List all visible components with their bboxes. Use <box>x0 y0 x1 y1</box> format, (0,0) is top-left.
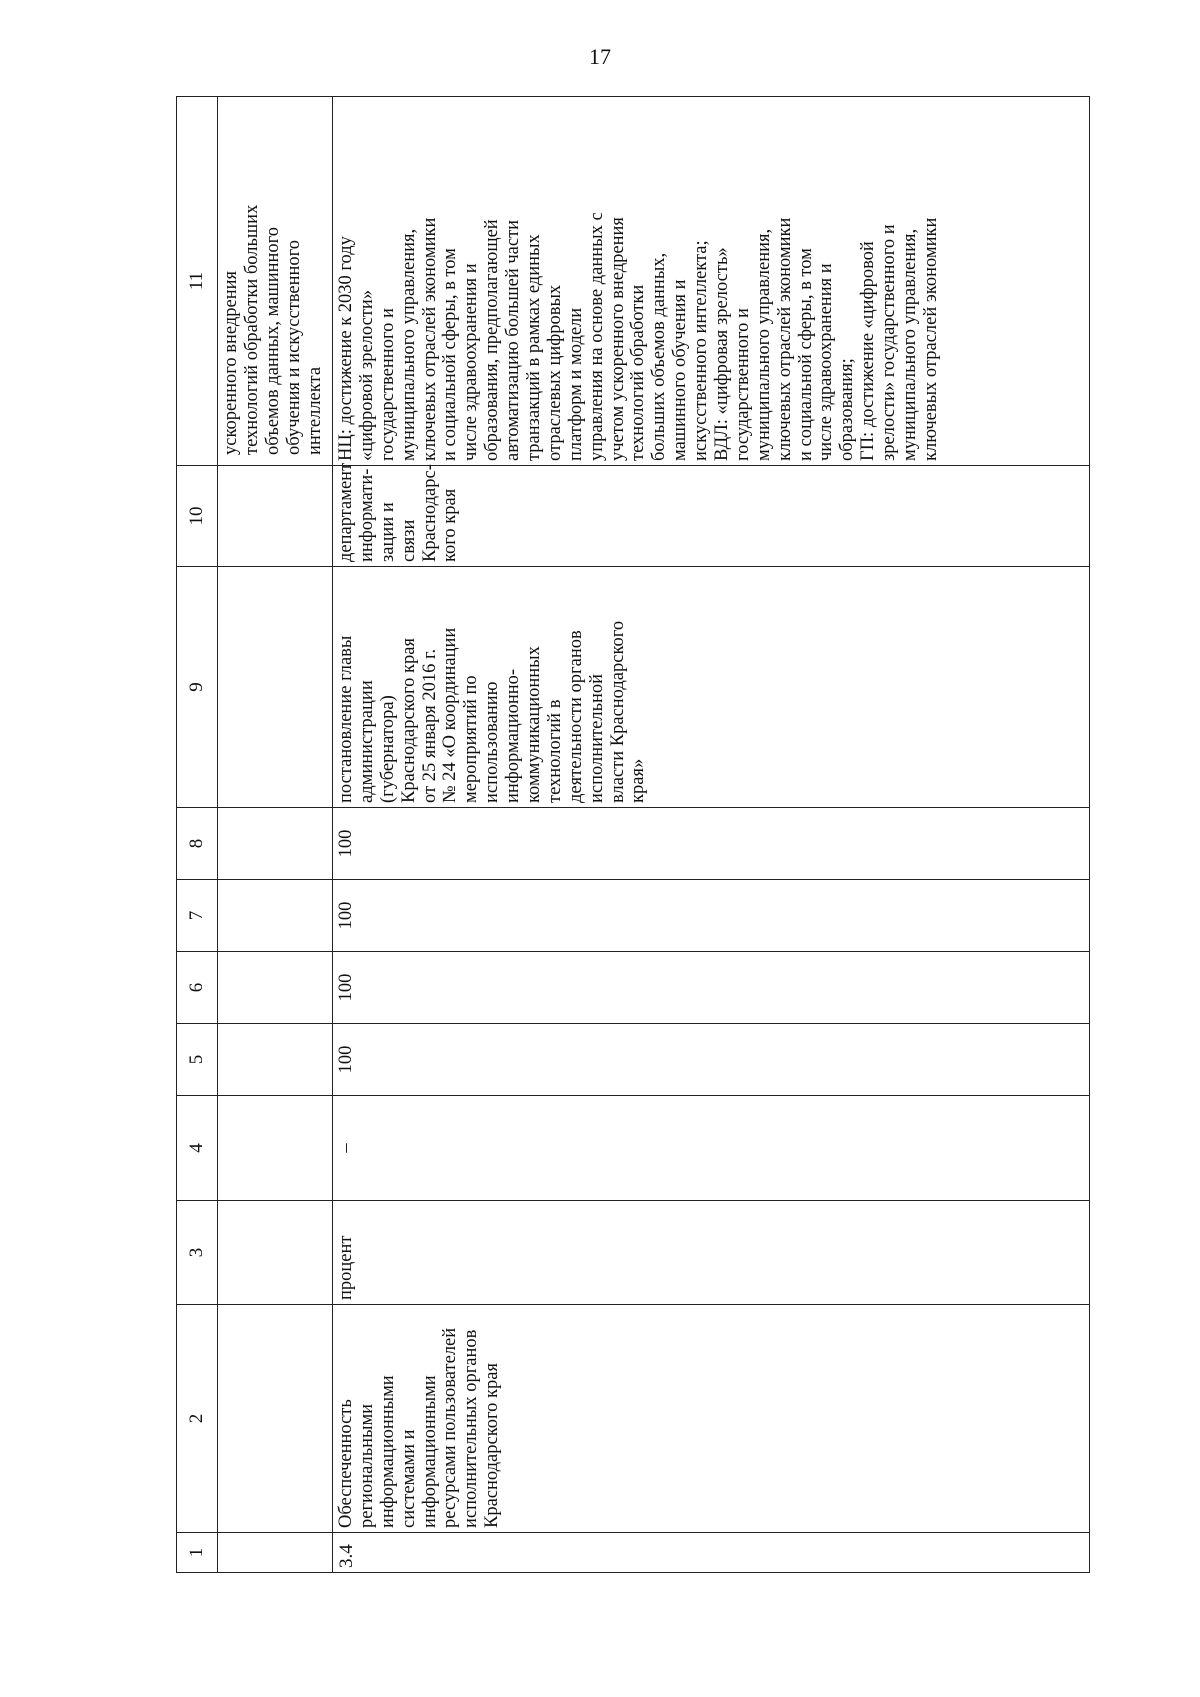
value-col-8: 100 <box>333 808 1090 880</box>
header-col-1: 1 <box>177 1533 218 1573</box>
indicator-name: Обеспеченность региональными информационными системами и информационными ресурсами пользователей исполнительных органов Краснодарского края <box>333 1305 1090 1533</box>
cont-cell-1 <box>218 1533 333 1573</box>
cont-cell-9 <box>218 567 333 808</box>
header-col-8: 8 <box>177 808 218 880</box>
header-col-7: 7 <box>177 880 218 952</box>
cont-cell-2 <box>218 1305 333 1533</box>
table-row <box>333 97 1090 1573</box>
page-number: 17 <box>589 44 611 69</box>
value-col-5: 100 <box>333 1024 1090 1096</box>
cont-cell-7 <box>218 880 333 952</box>
table-wrapper <box>176 97 1126 1573</box>
goals-text: НЦ: достижение к 2030 году «цифровой зрелости» государственного и муниципального управления, ключевых отраслей экономики и социальной сферы, в том числе здравоохранения и образования, предполагающей автоматизацию большей части транзакций в рамках единых отраслевых цифровых платформ и модели управления на основе данных с учетом ускоренного внедрения технологий обработки больших объемов данных, машинного обучения и искусственного интеллекта; ВДЛ: «цифровая зрелость» государственного и муниципального управления, ключевых отраслей экономики и социальной сферы, в том числе здравоохранения и образования; ГП: достижение «цифровой зрелости» государственного и муниципального управления, ключевых отраслей экономики <box>333 97 1090 466</box>
continuation-row <box>218 97 333 1573</box>
header-col-9: 9 <box>177 567 218 808</box>
header-col-5: 5 <box>177 1024 218 1096</box>
responsible-body: департамент информати- зации и связи Краснодарс- кого края <box>333 466 1090 567</box>
indicators-table <box>176 96 1090 1573</box>
header-col-11: 11 <box>177 97 218 466</box>
unit-of-measure: процент <box>333 1201 1090 1305</box>
header-col-3: 3 <box>177 1201 218 1305</box>
cont-cell-5 <box>218 1024 333 1096</box>
header-col-10: 10 <box>177 466 218 567</box>
header-col-6: 6 <box>177 952 218 1024</box>
table-header-row <box>177 97 218 1573</box>
header-col-2: 2 <box>177 1305 218 1533</box>
cont-goals-text: ускоренного внедрения технологий обработки больших объемов данных, машинного обучения и искусственного интеллекта <box>218 97 333 466</box>
base-value: – <box>333 1096 1090 1201</box>
header-col-4: 4 <box>177 1096 218 1201</box>
cont-cell-3 <box>218 1201 333 1305</box>
cont-cell-10 <box>218 466 333 567</box>
value-col-6: 100 <box>333 952 1090 1024</box>
row-number: 3.4 <box>333 1533 1090 1573</box>
cont-cell-6 <box>218 952 333 1024</box>
cont-cell-4 <box>218 1096 333 1201</box>
regulatory-document: постановление главы администрации (губернатора) Краснодарского края от 25 января 2016 г. № 24 «О координации мероприятий по использованию информационно- коммуникационных технологий в деятельности органов исполнительной власти Краснодарского края» <box>333 567 1090 808</box>
cont-cell-8 <box>218 808 333 880</box>
value-col-7: 100 <box>333 880 1090 952</box>
rotated-table-container <box>176 97 1126 1573</box>
